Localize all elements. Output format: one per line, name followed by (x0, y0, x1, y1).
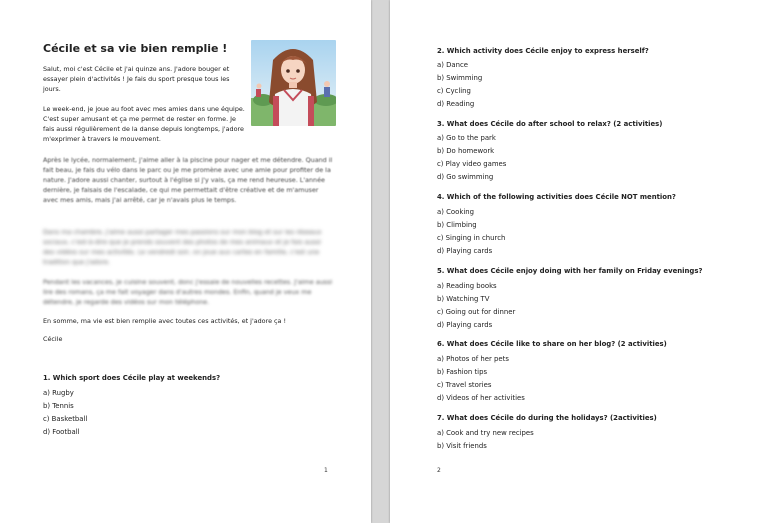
worksheet-page-2 (390, 0, 769, 523)
bedroom-paragraph: Dans ma chambre, j'aime aussi partager mes passions sur mon blog et sur les réseaux sociaux, c'est-à-dire que je prends souvent des photos de mes animaux et je fais aussi des vidéos sur mes activités. Le vendredi soir, on joue aux cartes en famille, c'est une tradition que j'adore. (43, 228, 322, 266)
q6-option-a: a) Photos of her pets (437, 355, 509, 363)
intro-paragraph: Salut, moi c'est Cécile et j'ai quinze ans. J'adore bouger et essayer plein d'activités ! Je fais du sport presque tous les jours. (43, 65, 230, 93)
worksheet-page-1 (0, 0, 371, 523)
q5-option-b: b) Watching TV (437, 295, 490, 303)
q4-option-d: d) Playing cards (437, 247, 493, 255)
question-3: 3. What does Cécile do after school to relax? (2 activities) (437, 120, 663, 128)
q6-option-c: c) Travel stories (437, 381, 492, 389)
q7-option-b: b) Visit friends (437, 442, 487, 450)
holidays-paragraph: Pendant les vacances, je cuisine souvent, donc j'essaie de nouvelles recettes. J'aime aussi lire des romans, ça me fait voyager dans d'autres mondes. Enfin, quand je veux me détendre, je regarde des vidéos sur mon téléphone. (43, 278, 333, 306)
q2-option-a: a) Dance (437, 61, 469, 69)
page-title: Cécile et sa vie bien remplie ! (43, 42, 228, 55)
q4-option-b: b) Climbing (437, 221, 477, 229)
signature-text: Cécile (43, 335, 63, 343)
q6-option-d: d) Videos of her activities (437, 394, 525, 402)
after-school-paragraph: Après le lycée, normalement, j'aime aller à la piscine pour nager et me détendre. Quand il fait beau, je fais du vélo dans le parc ou je me promène avec une amie pour profiter de la nature. J'adore aussi chanter, surtout à l'église si j'y vais, ça me rend heureuse. L'année dernière, je faisais de l'escalade, ce qui me permettait d'être créative et de m'amuser avec mes amis, mais j'ai arrêté, car je n'avais plus le temps. (43, 156, 333, 204)
q1-option-a: a) Rugby (43, 389, 74, 397)
q1-option-d: d) Football (43, 428, 80, 436)
q5-option-c: c) Going out for dinner (437, 308, 516, 316)
q2-option-d: d) Reading (437, 100, 475, 108)
q5-option-a: a) Reading books (437, 282, 497, 290)
page-number: 1 (324, 467, 328, 474)
girl-soccer-illustration (251, 40, 336, 126)
q3-option-b: b) Do homework (437, 147, 495, 155)
q3-option-c: c) Play video games (437, 160, 507, 168)
page-number: 2 (437, 467, 441, 474)
q4-option-c: c) Singing in church (437, 234, 506, 242)
question-2: 2. Which activity does Cécile enjoy to express herself? (437, 47, 649, 55)
question-5: 5. What does Cécile enjoy doing with her family on Friday evenings? (437, 267, 703, 275)
conclusion-paragraph: En somme, ma vie est bien remplie avec toutes ces activités, et j'adore ça ! (43, 317, 287, 325)
page-gap (371, 0, 390, 523)
q1-option-b: b) Tennis (43, 402, 74, 410)
q7-option-a: a) Cook and try new recipes (437, 429, 534, 437)
q2-option-b: b) Swimming (437, 74, 483, 82)
q5-option-d: d) Playing cards (437, 321, 493, 329)
weekend-paragraph: Le week-end, je joue au foot avec mes amies dans une équipe. C'est super amusant et ça me permet de rester en forme. Je fais aussi régulièrement de la danse depuis longtemps, j'adore m'exprimer à travers le mouvement. (43, 105, 245, 143)
question-6: 6. What does Cécile like to share on her blog? (2 activities) (437, 340, 667, 348)
q1-option-c: c) Basketball (43, 415, 88, 423)
q3-option-d: d) Go swimming (437, 173, 494, 181)
question-7: 7. What does Cécile do during the holidays? (2activities) (437, 414, 657, 422)
q3-option-a: a) Go to the park (437, 134, 496, 142)
question-4: 4. Which of the following activities does Cécile NOT mention? (437, 193, 676, 201)
question-1: 1. Which sport does Cécile play at weekends? (43, 374, 221, 382)
q4-option-a: a) Cooking (437, 208, 474, 216)
q6-option-b: b) Fashion tips (437, 368, 488, 376)
q2-option-c: c) Cycling (437, 87, 471, 95)
